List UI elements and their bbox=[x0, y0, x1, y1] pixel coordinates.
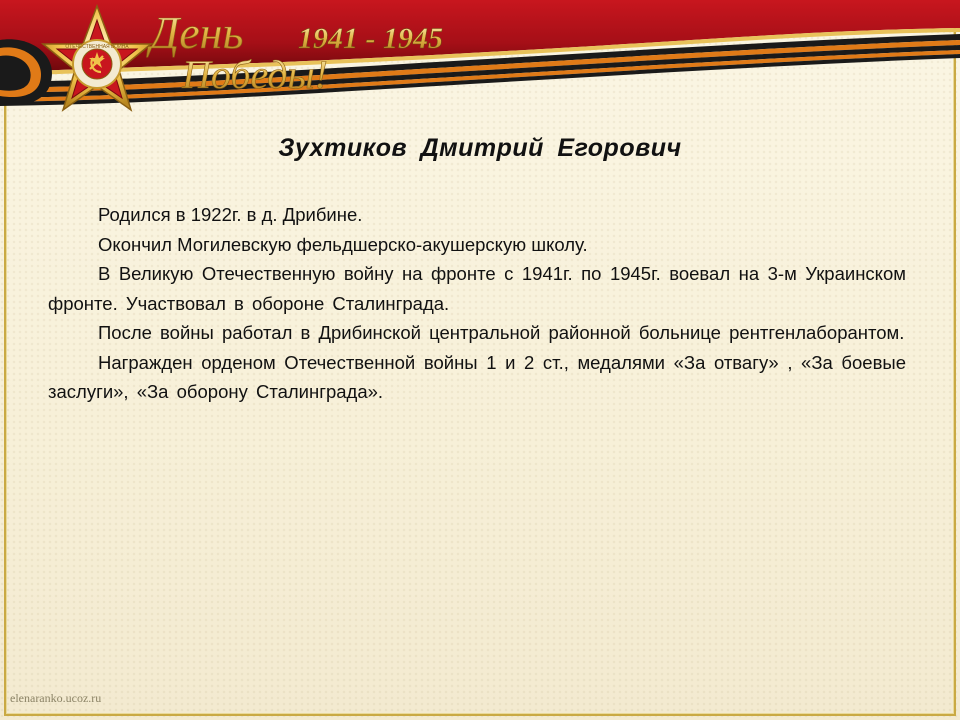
watermark: elenaranko.ucoz.ru bbox=[10, 691, 102, 705]
victory-day-banner bbox=[0, 0, 960, 125]
victory-text: Победы! bbox=[182, 52, 328, 97]
biography-text bbox=[48, 200, 906, 407]
paragraph-awards: Награжден орденом Отечественной войны 1 и 2 ст., медалями «За отвагу» , «За боевые заслуги», «За оборону Сталинграда». bbox=[48, 351, 906, 402]
page-title: Зухтиков Дмитрий Егорович bbox=[278, 134, 682, 162]
paragraph-birth: Родился в 1922г. в д. Дрибине. bbox=[98, 204, 363, 225]
order-text: ОТЕЧЕСТВЕННАЯ ВОЙНА bbox=[65, 44, 129, 50]
paragraph-after-war: После войны работал в Дрибинской центральной районной больнице рентгенлаборантом. bbox=[98, 322, 905, 343]
day-text: День bbox=[150, 7, 244, 58]
paragraph-education: Окончил Могилевскую фельдшерско-акушерскую школу. bbox=[98, 233, 588, 255]
paragraph-war: В Великую Отечественную войну на фронте с 1941г. по 1945г. воевал на 3-м Украинском фронте. Участвовал в обороне Сталинграда. bbox=[48, 263, 906, 314]
years-text: 1941 - 1945 bbox=[298, 22, 443, 55]
